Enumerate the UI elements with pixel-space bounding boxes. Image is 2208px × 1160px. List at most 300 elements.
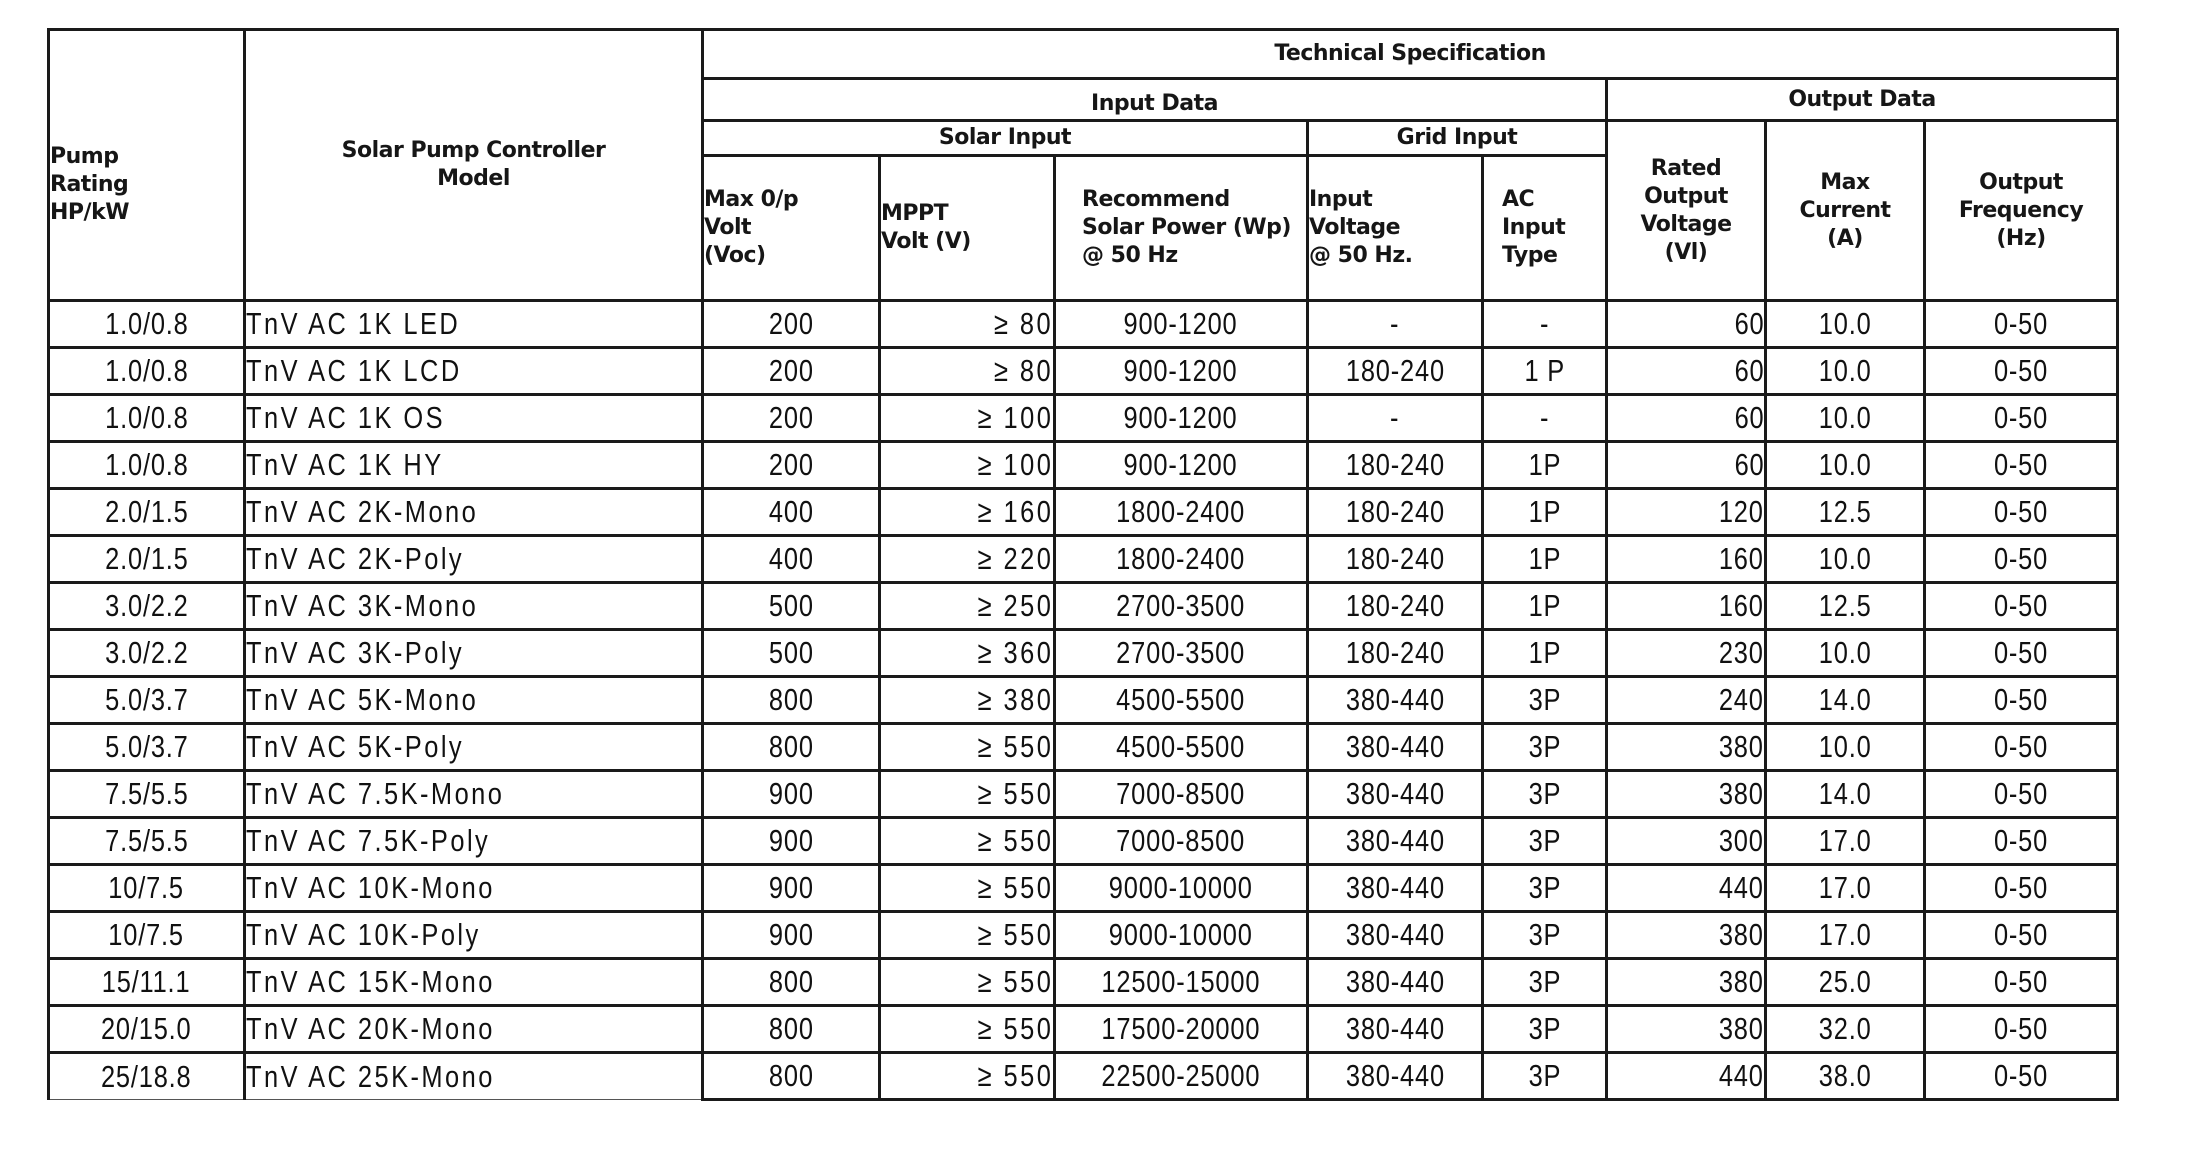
pump-rating-cell-text: 1.0/0.8: [104, 353, 189, 388]
model-cell: [245, 395, 703, 442]
output-frequency-cell-text: 0-50: [1993, 682, 2049, 717]
header-line: Type: [1502, 243, 1558, 268]
mppt-volt-cell-text: ≥ 160: [977, 494, 1053, 529]
rated-output-voltage-cell: [1607, 912, 1766, 959]
model-cell-text: TnV AC 25K-Mono: [246, 1058, 495, 1094]
grid-input-voltage-cell: [1308, 630, 1483, 677]
max-op-volt-cell-text: 900: [768, 776, 814, 811]
pump-rating-cell: [49, 959, 245, 1006]
table-body: [49, 301, 2118, 1100]
pump-rating-cell: [49, 724, 245, 771]
header-line: Current: [1799, 197, 1891, 223]
output-frequency-cell-text: 0-50: [1993, 729, 2049, 764]
max-op-volt-cell: [703, 677, 880, 724]
max-op-volt-cell-text: 200: [768, 447, 814, 482]
rated-output-voltage-cell: [1607, 583, 1766, 630]
grid-input-voltage-cell-text: 180-240: [1345, 635, 1445, 670]
grid-input-voltage-cell-text: 380-440: [1345, 682, 1445, 717]
max-op-volt-cell: [703, 912, 880, 959]
pump-rating-cell: [49, 1053, 245, 1100]
model-cell-text: TnV AC 10K-Poly: [246, 917, 481, 952]
model-cell-text: TnV AC 10K-Mono: [246, 870, 495, 905]
model-cell-text: TnV AC 2K-Mono: [246, 494, 479, 529]
header-line: (Voc): [704, 243, 766, 268]
recommend-power-cell: [1055, 536, 1308, 583]
recommend-power-cell: [1055, 348, 1308, 395]
mppt-volt-cell-text: ≥ 360: [977, 635, 1053, 670]
model-cell-text: TnV AC 2K-Poly: [246, 541, 465, 576]
max-current-cell-text: 10.0: [1818, 541, 1872, 576]
output-frequency-cell: [1925, 348, 2118, 395]
pump-rating-cell: [49, 912, 245, 959]
rated-output-voltage-cell: [1607, 395, 1766, 442]
mppt-volt-cell: [880, 536, 1055, 583]
model-cell-text: TnV AC 1K LCD: [246, 353, 462, 388]
mppt-volt-cell: [880, 442, 1055, 489]
ac-input-type-cell-text: 3P: [1528, 729, 1561, 764]
rated-output-voltage-cell-text: 440: [1719, 870, 1764, 905]
table-row: [49, 395, 2118, 442]
max-op-volt-cell: [703, 1053, 880, 1100]
rated-output-voltage-cell: [1607, 1006, 1766, 1053]
grid-input-voltage-cell: [1308, 771, 1483, 818]
recommend-power-cell: [1055, 395, 1308, 442]
max-op-volt-cell: [703, 724, 880, 771]
ac-input-type-cell-text: 1P: [1528, 588, 1561, 623]
table-row: [49, 912, 2118, 959]
mppt-volt-cell-text: ≥ 250: [977, 588, 1053, 623]
model-cell: [245, 1053, 703, 1100]
grid-input-voltage-cell: [1308, 724, 1483, 771]
output-frequency-cell: [1925, 724, 2118, 771]
pump-rating-cell-text: 15/11.1: [102, 964, 191, 999]
recommend-power-cell-text: 4500-5500: [1116, 682, 1246, 717]
rated-output-voltage-cell: [1607, 1053, 1766, 1100]
ac-input-type-cell: [1483, 724, 1607, 771]
output-frequency-cell: [1925, 583, 2118, 630]
mppt-volt-cell: [880, 959, 1055, 1006]
recommend-power-cell: [1055, 301, 1308, 348]
grid-input-voltage-cell-text: 380-440: [1345, 776, 1445, 811]
grid-input-voltage-cell: [1308, 677, 1483, 724]
output-frequency-cell: [1925, 865, 2118, 912]
header-recommend-solar-power: [1055, 156, 1308, 301]
grid-input-voltage-cell-text: 180-240: [1345, 541, 1445, 576]
ac-input-type-cell: [1483, 536, 1607, 583]
model-cell-text: TnV AC 5K-Mono: [246, 682, 479, 717]
output-frequency-cell-text: 0-50: [1993, 917, 2049, 952]
pump-rating-cell-text: 7.5/5.5: [104, 776, 189, 811]
grid-input-voltage-cell-text: 380-440: [1345, 917, 1445, 952]
max-op-volt-cell: [703, 301, 880, 348]
ac-input-type-cell: [1483, 771, 1607, 818]
output-frequency-cell: [1925, 395, 2118, 442]
grid-input-voltage-cell: [1308, 912, 1483, 959]
pump-rating-cell: [49, 395, 245, 442]
model-cell-text: TnV AC 1K OS: [246, 400, 446, 435]
output-frequency-cell: [1925, 959, 2118, 1006]
ac-input-type-cell-text: -: [1539, 306, 1550, 341]
table-row: [49, 442, 2118, 489]
max-current-cell-text: 12.5: [1818, 588, 1872, 623]
rated-output-voltage-cell-text: 60: [1734, 400, 1764, 435]
recommend-power-cell-text: 9000-10000: [1109, 870, 1253, 905]
header-line: Voltage: [1309, 215, 1401, 240]
mppt-volt-cell-text: ≥ 550: [977, 1058, 1053, 1093]
mppt-volt-cell: [880, 583, 1055, 630]
header-line: Output: [1644, 183, 1728, 209]
grid-input-voltage-cell: [1308, 1053, 1483, 1100]
max-current-cell: [1766, 1006, 1925, 1053]
model-cell-text: TnV AC 1K LED: [246, 306, 461, 341]
pump-rating-cell: [49, 348, 245, 395]
max-op-volt-cell-text: 400: [768, 494, 814, 529]
model-cell-text: TnV AC 7.5K-Poly: [246, 823, 491, 858]
ac-input-type-cell-text: 3P: [1528, 682, 1561, 717]
model-cell: [245, 724, 703, 771]
model-cell: [245, 771, 703, 818]
header-technical-specification: Technical Specification: [703, 30, 2118, 79]
max-current-cell-text: 10.0: [1818, 400, 1872, 435]
grid-input-voltage-cell-text: 380-440: [1345, 823, 1445, 858]
pump-rating-cell: [49, 630, 245, 677]
output-frequency-cell-text: 0-50: [1993, 964, 2049, 999]
header-line: Volt (V): [881, 229, 971, 254]
table-row: [49, 583, 2118, 630]
pump-rating-cell-text: 2.0/1.5: [104, 494, 189, 529]
output-frequency-cell: [1925, 630, 2118, 677]
ac-input-type-cell: [1483, 630, 1607, 677]
header-solar-input: Solar Input: [703, 121, 1308, 156]
output-frequency-cell-text: 0-50: [1993, 494, 2049, 529]
table-row: [49, 1053, 2118, 1100]
max-op-volt-cell: [703, 1006, 880, 1053]
rated-output-voltage-cell-text: 380: [1719, 776, 1764, 811]
header-model-line: Model: [437, 166, 510, 191]
model-cell: [245, 630, 703, 677]
max-current-cell: [1766, 536, 1925, 583]
recommend-power-cell: [1055, 724, 1308, 771]
table-row: [49, 959, 2118, 1006]
max-current-cell-text: 10.0: [1818, 729, 1872, 764]
pump-rating-cell: [49, 583, 245, 630]
max-current-cell: [1766, 959, 1925, 1006]
max-op-volt-cell-text: 900: [768, 870, 814, 905]
header-pump-rating-line: Rating: [50, 172, 129, 197]
ac-input-type-cell-text: 1P: [1528, 447, 1561, 482]
grid-input-voltage-cell: [1308, 442, 1483, 489]
header-line: AC: [1502, 187, 1535, 212]
grid-input-voltage-cell: [1308, 865, 1483, 912]
table-row: [49, 818, 2118, 865]
model-cell: [245, 677, 703, 724]
pump-rating-cell-text: 10/7.5: [108, 870, 185, 905]
grid-input-voltage-cell: [1308, 1006, 1483, 1053]
output-frequency-cell-text: 0-50: [1993, 823, 2049, 858]
rated-output-voltage-cell: [1607, 536, 1766, 583]
table-row: [49, 1006, 2118, 1053]
header-mppt-volt: [880, 156, 1055, 301]
max-current-cell-text: 32.0: [1818, 1011, 1872, 1046]
recommend-power-cell-text: 2700-3500: [1116, 635, 1246, 670]
ac-input-type-cell-text: 1P: [1528, 541, 1561, 576]
header-line: Max: [1820, 169, 1870, 195]
grid-input-voltage-cell-text: 180-240: [1345, 447, 1445, 482]
table-row: [49, 301, 2118, 348]
max-op-volt-cell: [703, 959, 880, 1006]
recommend-power-cell: [1055, 912, 1308, 959]
header-pump-rating-line: Pump: [50, 144, 119, 169]
ac-input-type-cell: [1483, 301, 1607, 348]
header-output-frequency: [1925, 121, 2118, 301]
recommend-power-cell: [1055, 865, 1308, 912]
max-current-cell: [1766, 724, 1925, 771]
max-current-cell: [1766, 489, 1925, 536]
table-row: [49, 865, 2118, 912]
mppt-volt-cell-text: ≥ 80: [993, 353, 1053, 388]
model-cell: [245, 583, 703, 630]
rated-output-voltage-cell-text: 380: [1719, 964, 1764, 999]
grid-input-voltage-cell-text: 380-440: [1345, 964, 1445, 999]
mppt-volt-cell-text: ≥ 220: [977, 541, 1053, 576]
pump-rating-cell-text: 1.0/0.8: [104, 306, 189, 341]
max-current-cell: [1766, 1053, 1925, 1100]
pump-rating-cell: [49, 677, 245, 724]
max-current-cell: [1766, 865, 1925, 912]
recommend-power-cell-text: 7000-8500: [1116, 823, 1246, 858]
recommend-power-cell: [1055, 630, 1308, 677]
rated-output-voltage-cell: [1607, 818, 1766, 865]
max-op-volt-cell-text: 200: [768, 306, 814, 341]
max-current-cell-text: 10.0: [1818, 635, 1872, 670]
recommend-power-cell: [1055, 771, 1308, 818]
max-current-cell-text: 10.0: [1818, 353, 1872, 388]
header-line: (Vl): [1664, 239, 1708, 265]
model-cell-text: TnV AC 3K-Poly: [246, 635, 465, 670]
max-current-cell: [1766, 677, 1925, 724]
output-frequency-cell-text: 0-50: [1993, 776, 2049, 811]
header-line: Voltage: [1640, 211, 1732, 237]
grid-input-voltage-cell: [1308, 583, 1483, 630]
rated-output-voltage-cell-text: 300: [1719, 823, 1764, 858]
grid-input-voltage-cell-text: -: [1390, 400, 1400, 435]
mppt-volt-cell-text: ≥ 100: [977, 447, 1053, 482]
mppt-volt-cell: [880, 348, 1055, 395]
rated-output-voltage-cell-text: 230: [1719, 635, 1764, 670]
recommend-power-cell-text: 2700-3500: [1116, 588, 1246, 623]
header-line: @ 50 Hz: [1082, 243, 1178, 268]
mppt-volt-cell-text: ≥ 100: [977, 400, 1053, 435]
max-current-cell: [1766, 630, 1925, 677]
max-current-cell-text: 10.0: [1818, 447, 1872, 482]
mppt-volt-cell: [880, 818, 1055, 865]
rated-output-voltage-cell: [1607, 348, 1766, 395]
table-row: [49, 677, 2118, 724]
max-op-volt-cell-text: 800: [768, 1011, 814, 1046]
rated-output-voltage-cell-text: 120: [1719, 494, 1764, 529]
header-line: Recommend: [1082, 187, 1230, 212]
ac-input-type-cell-text: -: [1539, 400, 1550, 435]
model-cell: [245, 489, 703, 536]
output-frequency-cell-text: 0-50: [1993, 400, 2049, 435]
recommend-power-cell: [1055, 959, 1308, 1006]
mppt-volt-cell: [880, 677, 1055, 724]
rated-output-voltage-cell-text: 440: [1719, 1058, 1764, 1093]
grid-input-voltage-cell: [1308, 536, 1483, 583]
max-current-cell-text: 38.0: [1818, 1058, 1872, 1093]
recommend-power-cell-text: 900-1200: [1123, 447, 1238, 482]
rated-output-voltage-cell: [1607, 301, 1766, 348]
recommend-power-cell: [1055, 489, 1308, 536]
pump-rating-cell: [49, 1006, 245, 1053]
pump-rating-cell: [49, 865, 245, 912]
ac-input-type-cell: [1483, 818, 1607, 865]
mppt-volt-cell: [880, 1053, 1055, 1100]
grid-input-voltage-cell-text: 180-240: [1345, 494, 1445, 529]
output-frequency-cell: [1925, 1053, 2118, 1100]
max-current-cell: [1766, 771, 1925, 818]
grid-input-voltage-cell-text: 380-440: [1345, 1058, 1445, 1093]
header-output-data: Output Data: [1607, 79, 2118, 121]
max-op-volt-cell: [703, 818, 880, 865]
table-row: [49, 724, 2118, 771]
max-op-volt-cell-text: 400: [768, 541, 814, 576]
max-op-volt-cell: [703, 442, 880, 489]
pump-rating-cell-text: 2.0/1.5: [104, 541, 189, 576]
max-current-cell: [1766, 395, 1925, 442]
max-op-volt-cell: [703, 771, 880, 818]
output-frequency-cell-text: 0-50: [1993, 353, 2049, 388]
rated-output-voltage-cell: [1607, 865, 1766, 912]
output-frequency-cell-text: 0-50: [1993, 870, 2049, 905]
output-frequency-cell-text: 0-50: [1993, 588, 2049, 623]
header-pump-rating: [49, 30, 245, 301]
header-line: (A): [1827, 225, 1863, 251]
mppt-volt-cell: [880, 912, 1055, 959]
output-frequency-cell: [1925, 536, 2118, 583]
grid-input-voltage-cell-text: 380-440: [1345, 1011, 1445, 1046]
max-op-volt-cell: [703, 536, 880, 583]
recommend-power-cell: [1055, 583, 1308, 630]
model-cell: [245, 959, 703, 1006]
mppt-volt-cell-text: ≥ 550: [977, 1011, 1053, 1046]
mppt-volt-cell-text: ≥ 550: [977, 823, 1053, 858]
table-row: [49, 630, 2118, 677]
grid-input-voltage-cell-text: 180-240: [1345, 588, 1445, 623]
max-current-cell-text: 14.0: [1818, 682, 1872, 717]
mppt-volt-cell-text: ≥ 380: [977, 682, 1053, 717]
header-line: Volt: [704, 215, 751, 240]
grid-input-voltage-cell: [1308, 301, 1483, 348]
ac-input-type-cell: [1483, 865, 1607, 912]
max-current-cell-text: 17.0: [1818, 917, 1872, 952]
pump-rating-cell: [49, 771, 245, 818]
recommend-power-cell-text: 7000-8500: [1116, 776, 1246, 811]
output-frequency-cell: [1925, 771, 2118, 818]
rated-output-voltage-cell-text: 60: [1734, 353, 1764, 388]
header-line: Input: [1502, 215, 1566, 240]
max-op-volt-cell: [703, 630, 880, 677]
header-model-line: Solar Pump Controller: [341, 138, 606, 163]
technical-specification-table: [47, 28, 2119, 1101]
model-cell: [245, 348, 703, 395]
max-current-cell-text: 12.5: [1818, 494, 1872, 529]
ac-input-type-cell-text: 3P: [1528, 964, 1561, 999]
header-max-current: [1766, 121, 1925, 301]
max-op-volt-cell-text: 500: [768, 588, 814, 623]
pump-rating-cell-text: 5.0/3.7: [104, 729, 189, 764]
ac-input-type-cell: [1483, 489, 1607, 536]
header-line: Output: [1979, 169, 2063, 195]
max-op-volt-cell: [703, 395, 880, 442]
mppt-volt-cell-text: ≥ 550: [977, 964, 1053, 999]
header-input-data: Input Data: [703, 79, 1607, 121]
mppt-volt-cell: [880, 301, 1055, 348]
recommend-power-cell: [1055, 442, 1308, 489]
model-cell-text: TnV AC 3K-Mono: [246, 588, 479, 623]
rated-output-voltage-cell: [1607, 442, 1766, 489]
recommend-power-cell: [1055, 1053, 1308, 1100]
ac-input-type-cell-text: 3P: [1528, 917, 1561, 952]
max-current-cell: [1766, 348, 1925, 395]
model-cell: [245, 865, 703, 912]
mppt-volt-cell-text: ≥ 550: [977, 776, 1053, 811]
mppt-volt-cell: [880, 771, 1055, 818]
recommend-power-cell-text: 22500-25000: [1101, 1058, 1261, 1093]
max-op-volt-cell: [703, 348, 880, 395]
model-cell-text: TnV AC 7.5K-Mono: [246, 776, 505, 811]
header-grid-input: Grid Input: [1308, 121, 1607, 156]
grid-input-voltage-cell: [1308, 818, 1483, 865]
model-cell: [245, 442, 703, 489]
pump-rating-cell-text: 10/7.5: [108, 917, 185, 952]
pump-rating-cell: [49, 818, 245, 865]
header-line: Rated: [1650, 155, 1722, 181]
rated-output-voltage-cell-text: 60: [1734, 306, 1764, 341]
rated-output-voltage-cell-text: 160: [1719, 588, 1764, 623]
ac-input-type-cell: [1483, 912, 1607, 959]
pump-rating-cell: [49, 301, 245, 348]
ac-input-type-cell: [1483, 1006, 1607, 1053]
ac-input-type-cell-text: 3P: [1528, 1058, 1561, 1093]
model-cell: [245, 301, 703, 348]
output-frequency-cell-text: 0-50: [1993, 541, 2049, 576]
recommend-power-cell-text: 4500-5500: [1116, 729, 1246, 764]
mppt-volt-cell: [880, 865, 1055, 912]
pump-rating-cell-text: 1.0/0.8: [104, 400, 189, 435]
max-current-cell: [1766, 818, 1925, 865]
max-op-volt-cell: [703, 865, 880, 912]
pump-rating-cell: [49, 536, 245, 583]
pump-rating-cell-text: 20/15.0: [101, 1011, 192, 1046]
ac-input-type-cell-text: 3P: [1528, 870, 1561, 905]
output-frequency-cell: [1925, 818, 2118, 865]
rated-output-voltage-cell-text: 380: [1719, 1011, 1764, 1046]
model-cell: [245, 1006, 703, 1053]
max-op-volt-cell: [703, 489, 880, 536]
output-frequency-cell: [1925, 301, 2118, 348]
model-cell-text: TnV AC 20K-Mono: [246, 1011, 495, 1046]
header-max-op-volt: [703, 156, 880, 301]
max-current-cell-text: 25.0: [1818, 964, 1872, 999]
model-cell-text: TnV AC 5K-Poly: [246, 729, 465, 764]
mppt-volt-cell: [880, 395, 1055, 442]
rated-output-voltage-cell: [1607, 771, 1766, 818]
max-op-volt-cell-text: 900: [768, 823, 814, 858]
max-op-volt-cell-text: 200: [768, 353, 814, 388]
table-row: [49, 348, 2118, 395]
header-line: MPPT: [881, 201, 949, 226]
